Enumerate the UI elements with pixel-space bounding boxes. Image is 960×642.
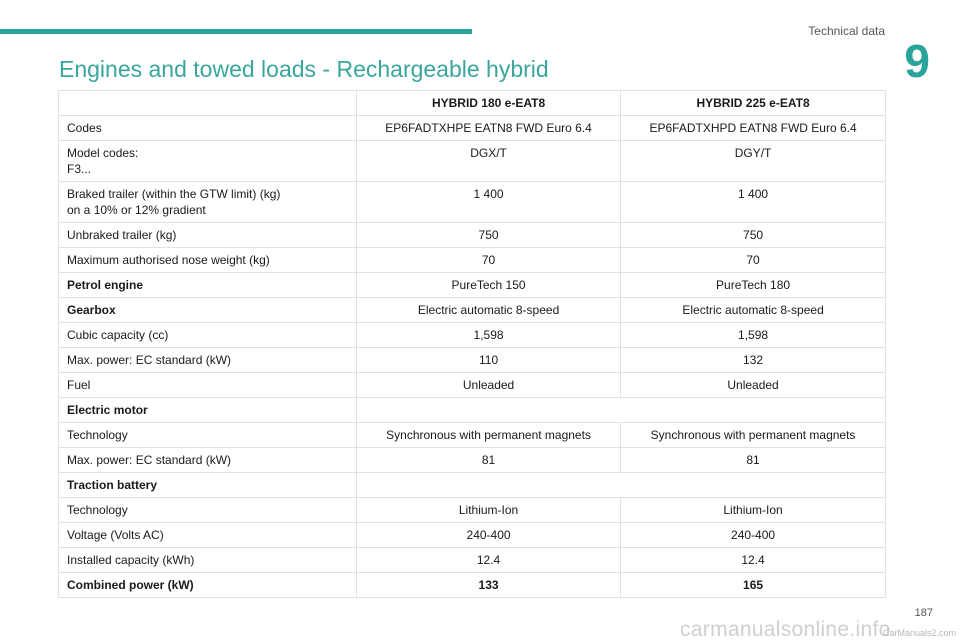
table-row [59, 141, 886, 182]
watermark: carmanualsonline.info [680, 618, 891, 641]
row-label [59, 548, 357, 573]
header-accent-bar [0, 29, 472, 34]
row-value: Unleaded [621, 373, 886, 398]
row-label-text: Fuel [67, 378, 91, 392]
row-label-text: Codes [67, 121, 102, 135]
table-row [59, 273, 886, 298]
row-value: 750 [357, 223, 621, 248]
row-label-text: Combined power (kW) [67, 578, 194, 592]
watermark-small: CarManuals2.com [882, 628, 956, 638]
row-label-text: Petrol engine [67, 278, 144, 292]
row-value: Synchronous with permanent magnets [621, 423, 886, 448]
table-body [59, 116, 886, 598]
row-label-text: Cubic capacity (cc) [67, 328, 169, 342]
row-value: 240-400 [621, 523, 886, 548]
row-value: Unleaded [357, 373, 621, 398]
section-empty-cell [357, 473, 886, 498]
row-label-text: Model codes: [67, 146, 139, 160]
table-row [59, 573, 886, 598]
table-row [59, 323, 886, 348]
row-value: EP6FADTXHPD EATN8 FWD Euro 6.4 [621, 116, 886, 141]
row-value: PureTech 180 [621, 273, 886, 298]
table-row [59, 116, 886, 141]
row-value: 110 [357, 348, 621, 373]
page-title: Engines and towed loads - Rechargeable hybrid [59, 56, 549, 82]
spec-table [58, 90, 886, 598]
table-header-row [59, 91, 886, 116]
row-label-text: Installed capacity (kWh) [67, 553, 195, 567]
row-value: EP6FADTXHPE EATN8 FWD Euro 6.4 [357, 116, 621, 141]
table-header-cell: HYBRID 225 e-EAT8 [621, 91, 886, 116]
row-value: DGY/T [621, 141, 886, 182]
row-value: 12.4 [621, 548, 886, 573]
row-label [59, 448, 357, 473]
row-value: 240-400 [357, 523, 621, 548]
row-value: 1 400 [357, 182, 621, 223]
row-value: Electric automatic 8-speed [357, 298, 621, 323]
row-value: 12.4 [357, 548, 621, 573]
row-value: 1 400 [621, 182, 886, 223]
chapter-number: 9 [904, 35, 930, 87]
row-value: 70 [357, 248, 621, 273]
table-row [59, 498, 886, 523]
row-label-text: Braked trailer (within the GTW limit) (kg) [67, 187, 281, 201]
table-row [59, 248, 886, 273]
row-value: 1,598 [357, 323, 621, 348]
row-label-text: Max. power: EC standard (kW) [67, 453, 232, 467]
table-row [59, 223, 886, 248]
row-value: 133 [357, 573, 621, 598]
row-value: Lithium-Ion [357, 498, 621, 523]
row-label [59, 348, 357, 373]
row-value: Electric automatic 8-speed [621, 298, 886, 323]
row-label [59, 523, 357, 548]
row-label-text: Traction battery [67, 478, 158, 492]
section-empty-cell [357, 398, 886, 423]
table-row [59, 523, 886, 548]
row-label [59, 223, 357, 248]
row-label [59, 141, 357, 182]
table-row [59, 423, 886, 448]
table-row [59, 182, 886, 223]
row-label-text: Voltage (Volts AC) [67, 528, 164, 542]
table-row [59, 348, 886, 373]
row-label-text: Technology [67, 428, 128, 442]
row-value: 750 [621, 223, 886, 248]
row-value: Synchronous with permanent magnets [357, 423, 621, 448]
table-row [59, 448, 886, 473]
table-section-row [59, 398, 886, 423]
section-name: Technical data [808, 24, 885, 38]
row-value: DGX/T [357, 141, 621, 182]
row-label-text: Gearbox [67, 303, 116, 317]
table-row [59, 548, 886, 573]
row-label-text: Max. power: EC standard (kW) [67, 353, 232, 367]
row-label-text: Unbraked trailer (kg) [67, 228, 177, 242]
table-header-cell: HYBRID 180 e-EAT8 [357, 91, 621, 116]
table-row [59, 373, 886, 398]
page-number: 187 [914, 607, 933, 619]
row-label [59, 298, 357, 323]
row-label-text: Maximum authorised nose weight (kg) [67, 253, 270, 267]
row-label [59, 498, 357, 523]
row-label [59, 182, 357, 223]
row-value: 165 [621, 573, 886, 598]
row-label-subtext: F3... [67, 162, 92, 176]
row-label [59, 473, 357, 498]
table-header-cell [59, 91, 357, 116]
row-value: 1,598 [621, 323, 886, 348]
row-value: 81 [621, 448, 886, 473]
table-section-row [59, 473, 886, 498]
row-value: 70 [621, 248, 886, 273]
row-label-text: Electric motor [67, 403, 148, 417]
row-value: 132 [621, 348, 886, 373]
row-label [59, 573, 357, 598]
row-value: PureTech 150 [357, 273, 621, 298]
row-label [59, 248, 357, 273]
row-label [59, 273, 357, 298]
table-row [59, 298, 886, 323]
row-value: Lithium-Ion [621, 498, 886, 523]
row-label [59, 373, 357, 398]
row-label [59, 398, 357, 423]
row-label-subtext: on a 10% or 12% gradient [67, 203, 206, 217]
row-value: 81 [357, 448, 621, 473]
row-label [59, 116, 357, 141]
row-label [59, 423, 357, 448]
row-label-text: Technology [67, 503, 128, 517]
row-label [59, 323, 357, 348]
